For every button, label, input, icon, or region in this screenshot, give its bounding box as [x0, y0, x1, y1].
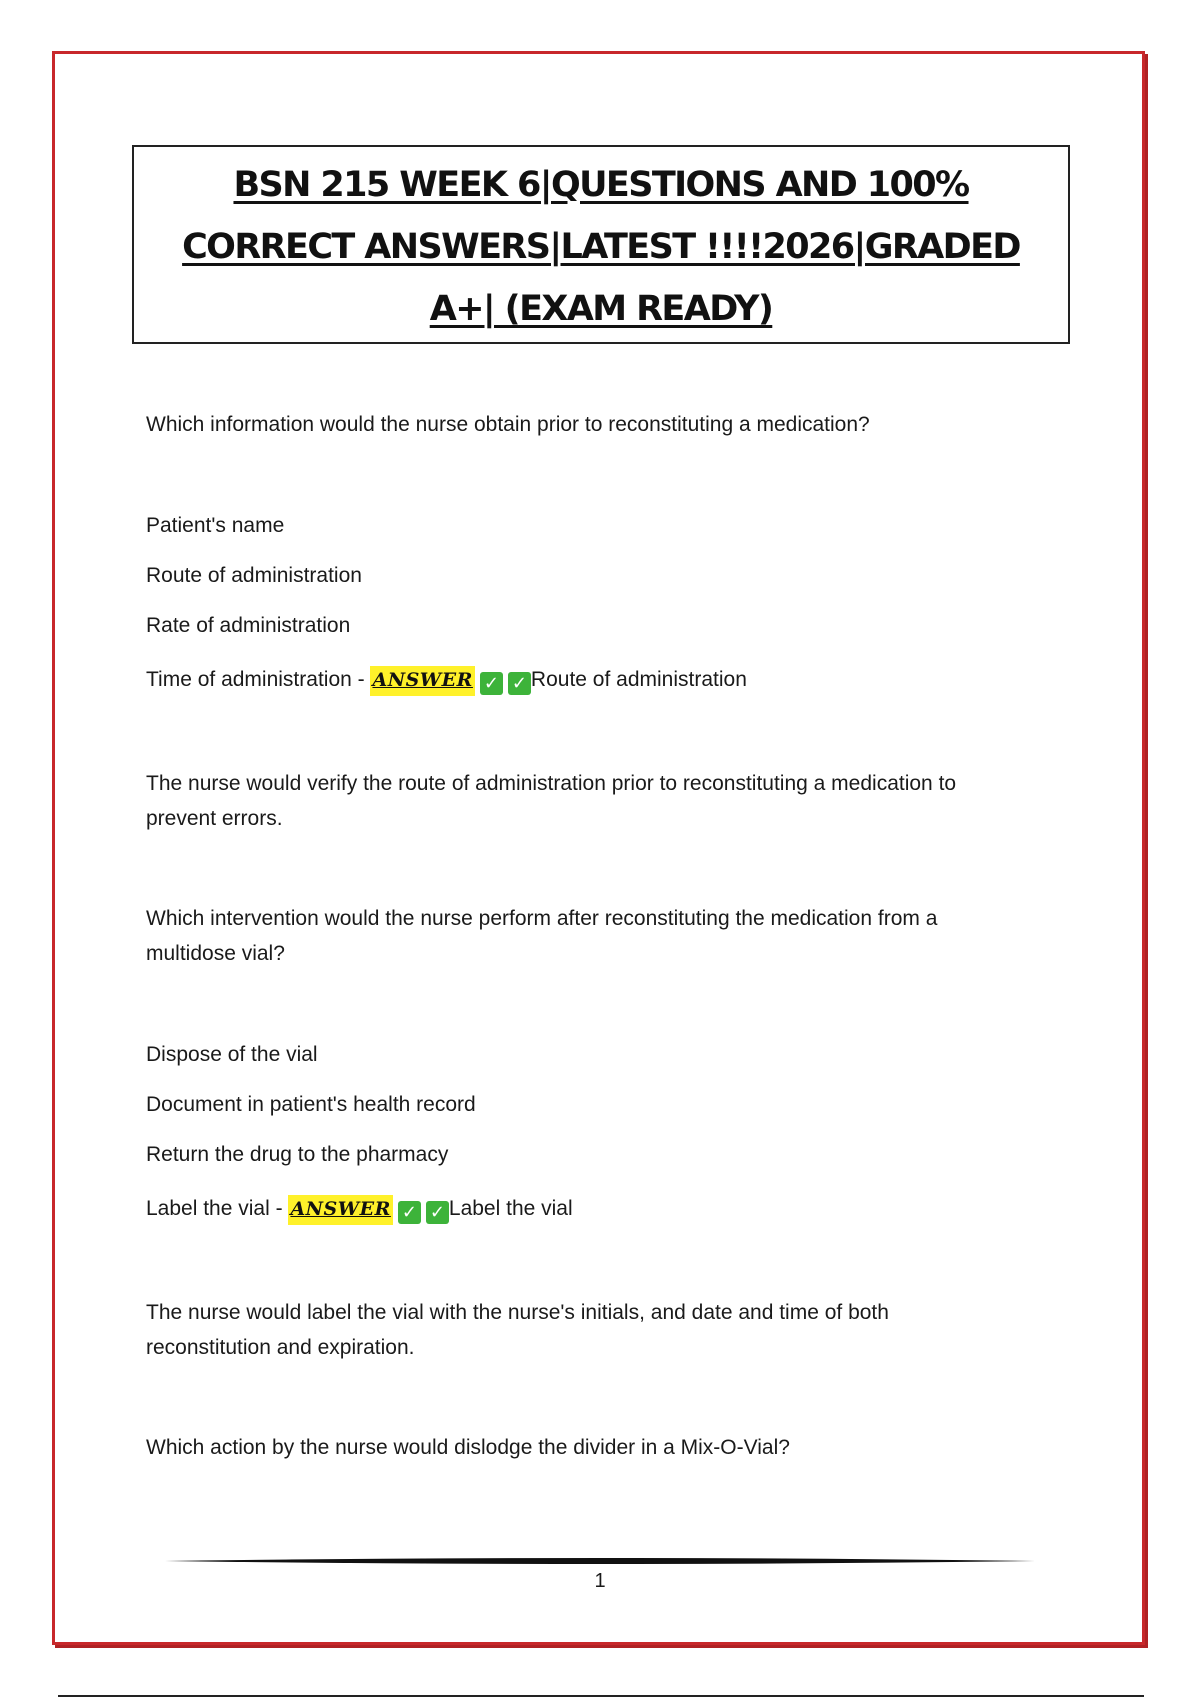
question-2	[146, 901, 1046, 971]
title-box	[132, 145, 1070, 344]
question-1: Which information would the nurse obtain prior to reconstituting a medication?	[146, 413, 870, 436]
q1-option-4: Time of administration -	[146, 668, 365, 691]
q2-rationale-line-1: The nurse would label the vial with the nurse's initials, and date and time of both	[146, 1301, 889, 1324]
bottom-rule	[58, 1695, 1144, 1697]
q2-answer: Label the vial	[448, 1197, 573, 1220]
q1-rationale-line-1: The nurse would verify the route of administration prior to reconstituting a medication to	[146, 772, 957, 795]
q2-option-3: Return the drug to the pharmacy	[146, 1143, 449, 1166]
q2-option-4: Label the vial -	[146, 1197, 283, 1220]
q2-rationale	[146, 1295, 1046, 1365]
question-3: Which action by the nurse would dislodge the divider in a Mix-O-Vial?	[146, 1436, 790, 1459]
check-icon: ✓	[426, 1201, 449, 1224]
q1-answer-line	[146, 662, 747, 698]
q1-option-3: Rate of administration	[146, 614, 351, 637]
q1-option-1: Patient's name	[146, 514, 285, 537]
q1-rationale-line-2: prevent errors.	[146, 807, 283, 830]
q1-rationale	[146, 766, 1046, 836]
q2-option-1: Dispose of the vial	[146, 1043, 318, 1066]
page-number: 1	[594, 1570, 606, 1592]
check-icon: ✓	[508, 672, 531, 695]
question-2-line-2: multidose vial?	[146, 942, 285, 965]
q2-rationale-line-2: reconstitution and expiration.	[146, 1336, 415, 1359]
check-icon: ✓	[398, 1201, 421, 1224]
q2-answer-line	[146, 1191, 573, 1227]
answer-highlight: ANSWER	[370, 666, 474, 696]
q1-answer: Route of administration	[530, 668, 747, 691]
answer-highlight: ANSWER	[288, 1195, 392, 1225]
check-icon: ✓	[480, 672, 503, 695]
q2-option-2: Document in patient's health record	[146, 1093, 476, 1116]
title-line-2: CORRECT ANSWERS|LATEST !!!!2026|GRADED	[182, 226, 1020, 267]
question-2-line-1: Which intervention would the nurse perform after reconstituting the medication from a	[146, 907, 938, 930]
q1-option-2: Route of administration	[146, 564, 362, 587]
footer-divider	[165, 1556, 1035, 1566]
title-line-1: BSN 215 WEEK 6|QUESTIONS AND 100%	[233, 164, 969, 205]
title-line-3: A+| (EXAM READY)	[429, 288, 773, 329]
